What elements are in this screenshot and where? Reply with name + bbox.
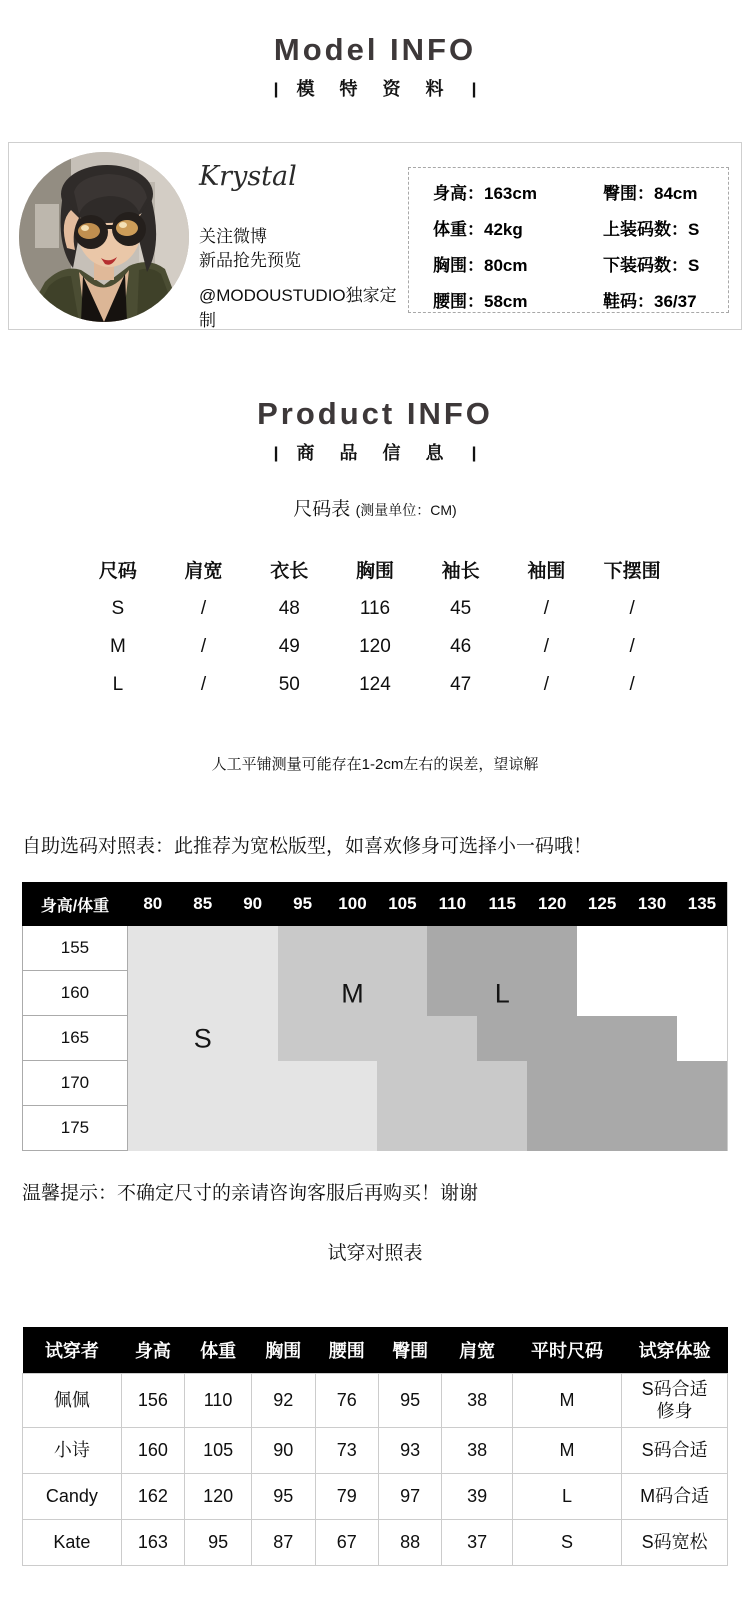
grid-zone-cell [627, 971, 677, 1016]
measurement-item: 上装码数：S [603, 220, 700, 239]
size-col-header: 下摆围 [603, 560, 661, 582]
zone-label: L [494, 978, 510, 1008]
size-guide-grid [22, 882, 728, 1151]
measurement-item: 臀围：84cm [603, 184, 698, 203]
grid-weight-header: 110 [438, 894, 467, 913]
grid-zone-cell [278, 926, 328, 971]
size-table-row [75, 666, 675, 704]
grid-weight-header: 120 [537, 894, 567, 913]
size-cell: / [543, 674, 549, 695]
tryon-cell: 67 [315, 1519, 378, 1565]
tryon-cell: 156 [121, 1373, 184, 1427]
grid-height-label: 175 [22, 1106, 128, 1151]
grid-zone-cell [128, 1106, 178, 1151]
grid-height-label: 155 [22, 926, 128, 971]
model-name: Krystal [199, 161, 297, 192]
measurements-right [603, 183, 699, 312]
model-info-title: Model INFO [273, 32, 477, 67]
grid-zone-cell [427, 926, 477, 971]
grid-zone-cell [577, 1106, 627, 1151]
size-col-header: 肩宽 [184, 560, 223, 582]
grid-zone-cell [178, 1061, 228, 1106]
measurement-item: 体重：42kg [433, 220, 523, 239]
model-info-subtitle: | 模 特 资 料 | [273, 79, 477, 99]
grid-row [22, 1016, 727, 1061]
measurement-item: 下装码数：S [603, 256, 700, 275]
measurement-item: 鞋码：36/37 [603, 292, 697, 311]
left-bar-icon: | [273, 80, 279, 98]
grid-zone-cell [477, 1016, 527, 1061]
grid-zone-cell [677, 971, 727, 1016]
tryon-cell: S [512, 1519, 621, 1565]
grid-zone-cell [427, 971, 477, 1016]
tryon-col-header: 腰围 [315, 1327, 378, 1373]
size-col-header: 袖围 [527, 560, 566, 582]
right-bar-icon: | [471, 444, 477, 462]
tryon-cell: 90 [252, 1427, 315, 1473]
grid-weight-header: 125 [587, 894, 617, 913]
tryon-cell: 小诗 [23, 1427, 122, 1473]
grid-zone-cell [677, 1061, 727, 1106]
grid-weight-header: 85 [193, 894, 213, 913]
tryon-cell: 39 [442, 1473, 513, 1519]
tryon-col-header: 肩宽 [442, 1327, 513, 1373]
tryon-col-header: 体重 [185, 1327, 252, 1373]
grid-zone-cell [377, 926, 427, 971]
size-cell: 45 [450, 598, 472, 619]
model-photo [19, 152, 189, 322]
grid-zone-cell [577, 971, 627, 1016]
grid-zone-cell [427, 1061, 477, 1106]
tryon-cell: S码宽松 [622, 1519, 728, 1565]
grid-zone-cell [128, 1016, 178, 1061]
measurement-item: 身高：163cm [433, 184, 537, 203]
tryon-cell: 95 [378, 1373, 441, 1427]
tryon-cell: L [512, 1473, 621, 1519]
tryon-cell: 佩佩 [23, 1373, 122, 1427]
size-cell: M [109, 636, 126, 657]
measurements-left [433, 183, 603, 312]
grid-zone-cell [427, 1106, 477, 1151]
grid-zone-cell [178, 971, 228, 1016]
tryon-cell: 162 [121, 1473, 184, 1519]
grid-zone-cell [527, 1061, 577, 1106]
warm-tip-note: 温馨提示：不确定尺寸的亲请咨询客服后再购买！谢谢 [22, 1183, 479, 1204]
grid-zone-cell [328, 926, 378, 971]
tryon-cell: 92 [252, 1373, 315, 1427]
grid-row [22, 1061, 727, 1106]
grid-zone-cell [527, 926, 577, 971]
grid-weight-header: 105 [388, 894, 417, 913]
tryon-cell: S码合适 [622, 1427, 728, 1473]
grid-weight-header: 115 [488, 894, 516, 913]
grid-weight-header: 95 [293, 894, 313, 913]
grid-row [22, 971, 727, 1016]
tryon-cell: 110 [185, 1373, 252, 1427]
grid-zone-cell [477, 926, 527, 971]
size-cell: 124 [359, 674, 391, 695]
tryon-cell: M [512, 1427, 621, 1473]
size-guide-title: 自助选码对照表：此推荐为宽松版型，如喜欢修身可选择小一码哦！ [22, 836, 593, 857]
weibo-line2: 新品抢先预览 [199, 251, 301, 270]
tryon-table [22, 1327, 728, 1566]
tryon-cell: 97 [378, 1473, 441, 1519]
grid-zone-cell [228, 971, 278, 1016]
grid-zone-cell [577, 1061, 627, 1106]
grid-zone-cell [278, 1106, 328, 1151]
tryon-row [23, 1519, 728, 1565]
size-table [75, 548, 675, 704]
tryon-row [23, 1473, 728, 1519]
tryon-table-title: 试穿对照表 [327, 1243, 423, 1264]
tryon-cell: S码合适修身 [622, 1373, 728, 1427]
grid-zone-cell [577, 1016, 627, 1061]
grid-zone-cell [427, 1016, 477, 1061]
tryon-cell: M [512, 1373, 621, 1427]
grid-zone-cell [677, 1016, 727, 1061]
size-col-header: 衣长 [270, 560, 309, 582]
grid-zone-cell [677, 1106, 727, 1151]
size-cell: / [200, 636, 207, 657]
grid-zone-cell [228, 1016, 278, 1061]
left-bar-icon: | [273, 444, 279, 462]
size-cell: 48 [278, 598, 300, 619]
measurement-item: 胸围：80cm [433, 256, 528, 275]
tryon-cell: 73 [315, 1427, 378, 1473]
tryon-cell: 93 [378, 1427, 441, 1473]
grid-zone-cell [577, 926, 627, 971]
tryon-cell: 38 [442, 1427, 513, 1473]
size-table-unit: (测量单位：CM) [355, 502, 457, 518]
size-col-header: 胸围 [355, 560, 394, 582]
zone-label: S [193, 1023, 212, 1053]
grid-zone-cell [377, 1061, 427, 1106]
size-cell: 120 [359, 636, 391, 657]
grid-zone-cell [477, 971, 527, 1016]
grid-header-row [22, 882, 727, 926]
weibo-line1: 关注微博 [199, 227, 267, 246]
size-col-header: 袖长 [441, 560, 480, 582]
tryon-cell: 79 [315, 1473, 378, 1519]
tryon-col-header: 平时尺码 [512, 1327, 621, 1373]
model-card [8, 142, 742, 330]
size-table-row [75, 590, 675, 628]
studio-handle: @MODOUSTUDIO独家定制 [199, 286, 397, 330]
tryon-row [23, 1427, 728, 1473]
tryon-cell: 38 [442, 1373, 513, 1427]
grid-zone-cell [328, 1106, 378, 1151]
model-text-block [197, 143, 397, 329]
tryon-cell: M码合适 [622, 1473, 728, 1519]
size-cell: 47 [450, 674, 472, 695]
size-cell: / [200, 674, 207, 695]
size-cell: S [111, 598, 125, 619]
grid-zone-cell [278, 1016, 328, 1061]
grid-zone-cell [377, 971, 427, 1016]
grid-zone-cell [627, 1016, 677, 1061]
tryon-col-header: 臀围 [378, 1327, 441, 1373]
grid-weight-header: 100 [338, 894, 367, 913]
grid-zone-cell [178, 1016, 228, 1061]
tryon-header-row [23, 1327, 728, 1373]
size-table-title-text: 尺码表 [293, 499, 351, 520]
tryon-cell: 88 [378, 1519, 441, 1565]
grid-height-label: 165 [22, 1016, 128, 1061]
size-cell: 50 [278, 674, 300, 695]
grid-zone-cell [278, 971, 328, 1016]
grid-zone-cell [477, 1061, 527, 1106]
size-cell: 49 [278, 636, 300, 657]
grid-weight-header: 90 [243, 894, 263, 913]
grid-zone-cell [377, 1106, 427, 1151]
grid-zone-cell [128, 1061, 178, 1106]
size-cell: 46 [450, 636, 472, 657]
measurements-box [408, 167, 729, 313]
size-table-header-row [75, 548, 675, 590]
grid-zone-cell [228, 926, 278, 971]
grid-zone-cell [328, 971, 378, 1016]
grid-zone-cell [677, 926, 727, 971]
grid-height-label: 160 [22, 971, 128, 1016]
measure-note: 人工平铺测量可能存在1-2cm左右的误差，望谅解 [211, 756, 539, 773]
tryon-cell: Candy [23, 1473, 122, 1519]
product-info-subtitle: | 商 品 信 息 | [273, 443, 477, 463]
tryon-cell: 76 [315, 1373, 378, 1427]
tryon-col-header: 身高 [121, 1327, 184, 1373]
grid-corner-label: 身高/体重 [40, 897, 110, 915]
tryon-cell: 95 [252, 1473, 315, 1519]
size-cell: / [543, 598, 549, 619]
size-cell: L [112, 674, 124, 695]
tryon-cell: 95 [185, 1519, 252, 1565]
grid-zone-cell [377, 1016, 427, 1061]
grid-zone-cell [178, 1106, 228, 1151]
size-table-title [0, 498, 750, 522]
tryon-col-header: 试穿者 [23, 1327, 122, 1373]
tryon-row [23, 1373, 728, 1427]
size-cell: / [629, 598, 635, 619]
grid-zone-cell [128, 926, 178, 971]
measurement-item: 腰围：58cm [433, 292, 528, 311]
size-cell: 116 [359, 598, 391, 619]
size-cell: / [629, 636, 635, 657]
tryon-cell: 160 [121, 1427, 184, 1473]
grid-zone-cell [627, 1061, 677, 1106]
size-cell: / [629, 674, 635, 695]
grid-zone-cell [128, 971, 178, 1016]
grid-zone-cell [527, 1106, 577, 1151]
grid-zone-cell [228, 1061, 278, 1106]
tryon-cell: 120 [185, 1473, 252, 1519]
size-table-body [75, 590, 675, 704]
zone-label: M [341, 978, 364, 1008]
tryon-cell: 87 [252, 1519, 315, 1565]
model-photo-illustration [19, 152, 189, 322]
grid-zone-cell [527, 971, 577, 1016]
tryon-col-header: 试穿体验 [622, 1327, 728, 1373]
grid-zone-cell [477, 1106, 527, 1151]
tryon-body [23, 1373, 728, 1565]
grid-zone-cell [527, 1016, 577, 1061]
grid-row [22, 1106, 727, 1151]
grid-weight-header: 135 [687, 894, 717, 913]
tryon-cell: 163 [121, 1519, 184, 1565]
grid-row [22, 926, 727, 971]
grid-height-label: 170 [22, 1061, 128, 1106]
grid-zone-cell [178, 926, 228, 971]
grid-weight-header: 130 [637, 894, 667, 913]
size-cell: / [543, 636, 549, 657]
tryon-cell: Kate [23, 1519, 122, 1565]
grid-zone-cell [228, 1106, 278, 1151]
tryon-cell: 105 [185, 1427, 252, 1473]
grid-zone-cell [627, 1106, 677, 1151]
size-col-header: 尺码 [98, 560, 137, 582]
grid-zone-cell [328, 1061, 378, 1106]
product-info-title: Product INFO [257, 396, 493, 431]
grid-zone-cell [328, 1016, 378, 1061]
grid-zone-cell [627, 926, 677, 971]
grid-zone-cell [278, 1061, 328, 1106]
tryon-cell: 37 [442, 1519, 513, 1565]
right-bar-icon: | [471, 80, 477, 98]
size-table-row [75, 628, 675, 666]
tryon-col-header: 胸围 [252, 1327, 315, 1373]
grid-weight-header: 80 [143, 894, 163, 913]
size-cell: / [200, 598, 207, 619]
